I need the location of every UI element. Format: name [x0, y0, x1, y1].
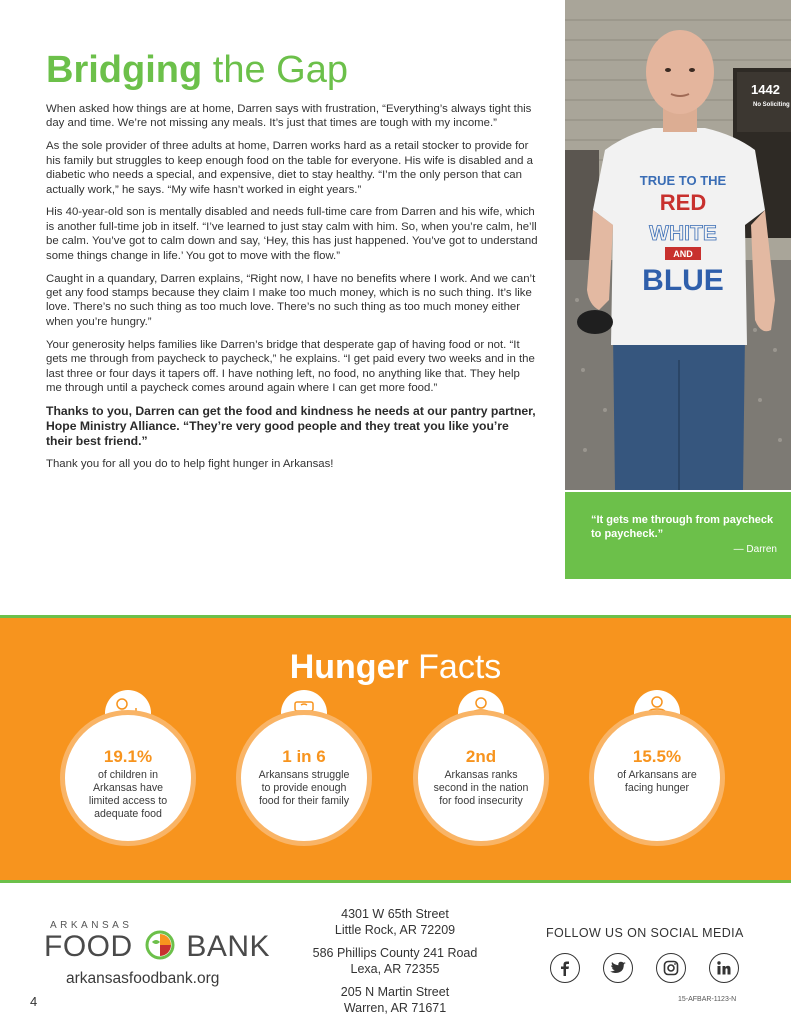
address-little-rock [300, 906, 490, 938]
article [46, 50, 538, 480]
fact-circle-3 [413, 710, 549, 846]
document-code: 15-AFBAR-1123-N [678, 996, 737, 1003]
logo-top-text: ARKANSAS [50, 920, 133, 931]
fact-value: 15.5% [632, 747, 682, 766]
logo-bank-text: BANK [186, 930, 271, 963]
shirt-text-1: TRUE TO THE [639, 173, 727, 188]
fact-value: 2nd [465, 747, 497, 766]
linkedin-icon[interactable] [709, 953, 739, 983]
article-paragraph: As the sole provider of three adults at home, Darren works hard as a retail stocker to provide for his family but struggles to keep enough food on the table for everyone. His wife is disabled and a diabetic who needs a special, and expensive, diet to stay healthy. “I’m the only person that can actually work,” he says. “My wife hasn’t worked in eight years.” [46, 140, 533, 196]
shirt-text-3: WHITE [649, 222, 717, 245]
address-line: Little Rock, AR 72209 [334, 923, 456, 937]
fact-value: 19.1% [103, 747, 153, 766]
fact-description: of Arkansans are facing hunger [617, 769, 697, 794]
arkansas-food-bank-logo[interactable] [44, 920, 271, 970]
address-lexa [300, 945, 490, 977]
address-line: 205 N Martin Street [340, 985, 450, 999]
shirt-text-5: BLUE [642, 264, 724, 297]
shirt-text-2: RED [659, 190, 707, 215]
address-line: 586 Phillips County 241 Road [312, 946, 478, 960]
address-line: 4301 W 65th Street [341, 907, 449, 921]
logo-emblem-icon [142, 930, 178, 960]
title-bold: Bridging [46, 49, 203, 91]
social-media-title: FOLLOW US ON SOCIAL MEDIA [546, 926, 744, 940]
address-warren [300, 984, 490, 1016]
article-paragraph: His 40-year-old son is mentally disabled and needs full-time care from Darren and his wife, which is another full-time job in itself. “I’ve learned to just stay calm with him. So, when you’re calm, he’ll be calm. You’ve got to calm down and say, ‘Hey, this has just happened. You’ve got to understand some things change in life.’ You got to move with the flow.” [46, 206, 538, 262]
logo-main-text [44, 930, 270, 964]
fact-description: of children in Arkansas have limited access to adequate food [88, 769, 168, 820]
facts-title [0, 648, 791, 687]
logo-food-text: FOOD [44, 930, 133, 963]
address-line: Warren, AR 71671 [343, 1001, 447, 1015]
instagram-icon[interactable] [656, 953, 686, 983]
photo-illustration [565, 0, 791, 490]
facebook-icon[interactable] [550, 953, 580, 983]
article-title [46, 50, 538, 90]
article-paragraph: When asked how things are at home, Darren says with frustration, “Everything’s always tight this day and time. We’re not missing any meals. It’s just that times are tough with my income.” [46, 103, 532, 130]
fact-value: 1 in 6 [282, 747, 326, 766]
facts-title-light: Facts [418, 648, 502, 686]
page-number: 4 [30, 994, 38, 1009]
building-number: 1442 [751, 82, 780, 97]
fact-circle-2 [236, 710, 372, 846]
article-closing: Thank you for all you do to help fight hunger in Arkansas! [46, 458, 334, 471]
shirt-text-4: AND [673, 249, 693, 259]
addresses [300, 906, 490, 1023]
fact-circle-4 [589, 710, 725, 846]
quote-text: “It gets me through from paycheck to paycheck.” [591, 514, 774, 540]
fact-description: Arkansans struggle to provide enough food for their family [258, 769, 350, 807]
quote-attribution: — Darren [733, 544, 777, 555]
quote-box [565, 492, 791, 579]
facts-title-bold: Hunger [289, 648, 409, 686]
fact-description: Arkansas ranks second in the nation for food insecurity [433, 769, 529, 807]
website-link[interactable]: arkansasfoodbank.org [66, 970, 220, 987]
twitter-icon[interactable] [603, 953, 633, 983]
article-paragraph: Your generosity helps families like Darren’s bridge that desperate gap of having food or not. “It gets me through from paycheck to paycheck,” he explains. “I get paid every two weeks and in the last three or four days it tapers off. I have nothing left, no food, no anything like that. They help me through until a paycheck comes around again where I can get more food.” [46, 338, 535, 394]
building-sign: No Soliciting [753, 102, 790, 108]
article-bold-paragraph: Thanks to you, Darren can get the food and kindness he needs at our pantry partner, Hope Ministry Alliance. “They’re very good people and they treat you like you’re their best friend.” [46, 403, 536, 448]
address-line: Lexa, AR 72355 [350, 962, 440, 976]
fact-circle-1 [60, 710, 196, 846]
title-light: the Gap [212, 49, 348, 91]
article-paragraph: Caught in a quandary, Darren explains, “Right now, I have no benefits where I work. And we can’t get any food stamps because they claim I make too much money, which is no such thing. It’s like love. There’s no such thing as too much love. There’s no such thing as too much money either when you’re hungry.” [46, 272, 536, 328]
darren-photo [565, 0, 791, 490]
